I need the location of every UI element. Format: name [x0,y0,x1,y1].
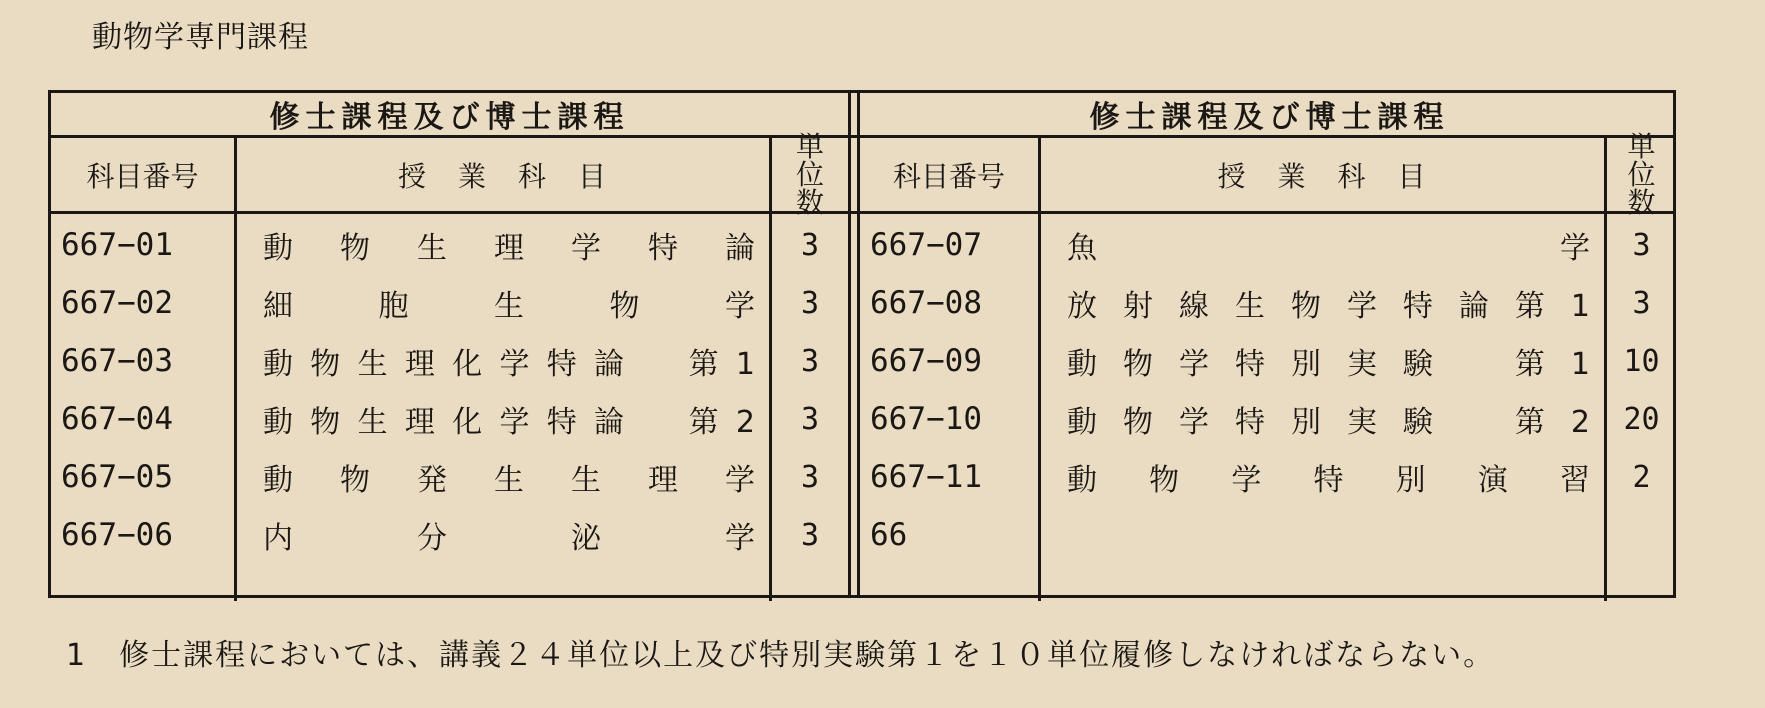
right-units-header-char-3: 数 [1627,185,1656,219]
left-row-5-code: 667−05 [61,459,173,495]
right-row-6-subject [1041,506,1604,564]
left-row-6-units: 3 [800,517,820,553]
right-code-header: 科目番号 [892,159,1005,193]
left-units-header-char-3: 数 [795,185,824,219]
right-row-4-code: 667−10 [870,401,982,437]
right-row-5-code: 667−11 [870,459,982,495]
left-row-1-code: 667−01 [61,227,173,263]
center-divider-left [848,93,851,595]
left-row-3-subject-text: 動物生理化学特論 第1 [263,347,757,382]
right-row-2-subject-text: 放射線生物学特論第1 [1067,289,1592,324]
right-row-2-subject [1041,274,1604,332]
left-row-1-subject-text: 動物生理学特論 [263,231,757,266]
left-row-2-subject-text: 細胞生物学 [263,289,757,324]
right-row-2-code: 667−08 [870,285,982,321]
column-header-divider [51,211,1673,214]
left-row-4-code: 667−04 [61,401,173,437]
right-row-3-units: 10 [1623,343,1660,379]
right-row-6-code: 66 [870,517,908,553]
left-units-header-char-2: 位 [795,157,824,191]
left-row-3-subject [237,332,769,390]
right-row-5-units: 2 [1632,459,1651,495]
course-table [48,90,1676,598]
right-row-4-subject [1041,390,1604,448]
right-row-5-subject [1041,448,1604,506]
right-row-3-code: 667−09 [870,343,982,379]
left-row-5-units: 3 [800,459,820,495]
right-units-header-char-2: 位 [1627,157,1656,191]
right-row-1-subject-text: 魚学 [1067,231,1592,266]
left-row-5-subject [237,448,769,506]
right-row-3-subject [1041,332,1604,390]
right-row-1-units: 3 [1632,227,1651,263]
right-units-header [1607,129,1676,219]
right-section-title: 修士課程及び博士課程 [1089,100,1450,135]
left-section-title: 修士課程及び博士課程 [269,100,630,135]
left-subject-header: 授 業 科 目 [397,159,608,193]
left-row-6-subject [237,506,769,564]
left-row-6-code: 667−06 [61,517,173,553]
left-units-header-char-1: 単 [795,129,824,163]
left-row-4-units: 3 [800,401,820,437]
left-row-5-subject-text: 動物発生生理学 [263,463,757,498]
left-row-2-code: 667−02 [61,285,173,321]
right-row-1-subject [1041,216,1604,274]
left-row-3-code: 667−03 [61,343,173,379]
left-row-6-subject-text: 内分泌学 [263,521,757,556]
left-code-header: 科目番号 [86,159,199,193]
left-row-1-units: 3 [800,227,820,263]
right-units-header-char-1: 単 [1627,129,1656,163]
left-row-2-subject [237,274,769,332]
left-row-4-subject [237,390,769,448]
right-row-1-code: 667−07 [870,227,982,263]
left-row-1-subject [237,216,769,274]
right-row-3-subject-text: 動物学特別実験 第1 [1067,347,1592,382]
left-row-3-units: 3 [800,343,820,379]
right-row-4-units: 20 [1623,401,1660,437]
page-title: 動物学専門課程 [92,20,309,55]
right-row-2-units: 3 [1632,285,1651,321]
right-row-4-subject-text: 動物学特別実験 第2 [1067,405,1592,440]
right-subject-header: 授 業 科 目 [1217,159,1428,193]
left-row-4-subject-text: 動物生理化学特論 第2 [263,405,757,440]
right-row-6-units [1607,506,1676,564]
right-row-5-subject-text: 動物学特別演習 [1067,463,1592,498]
footnote: 1 修士課程においては、講義２４単位以上及び特別実験第１を１０単位履修しなければならない。 [66,638,1496,673]
left-row-2-units: 3 [800,285,820,321]
left-units-header [772,129,848,219]
